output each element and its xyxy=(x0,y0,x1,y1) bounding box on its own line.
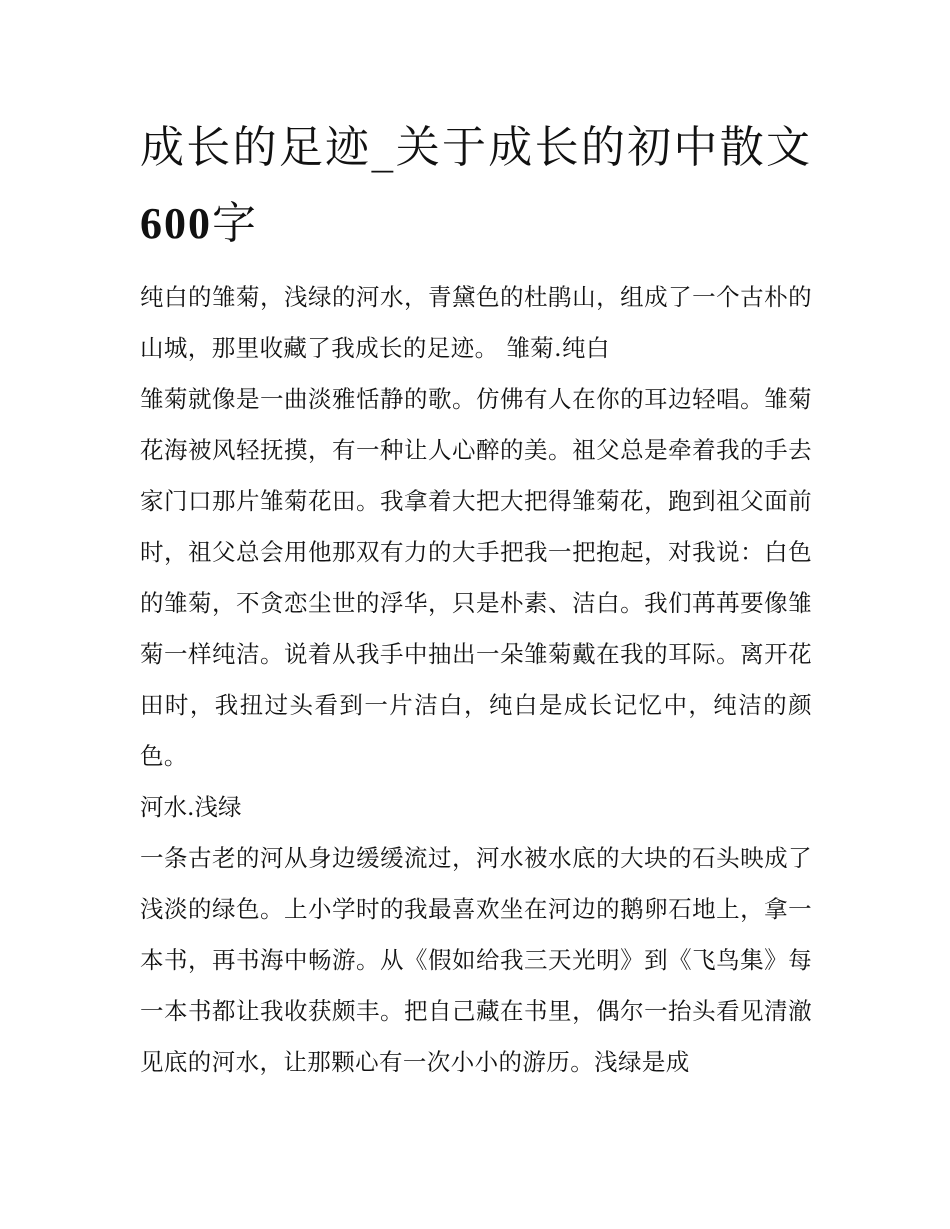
river-heading: 河水.浅绿 xyxy=(140,793,242,821)
daisy-paragraph: 雏菊就像是一曲淡雅恬静的歌。仿佛有人在你的耳边轻唱。雏菊花海被风轻抚摸，有一种让人心醉的美。祖父总是牵着我的手去家门口那片雏菊花田。我拿着大把大把得雏菊花，跑到祖父面前时，祖父总会用他那双有力的大手把我一把抱起，对我说：白色的雏菊，不贪恋尘世的浮华，只是朴素、洁白。我们苒苒要像雏菊一样纯洁。说着从我手中抽出一朵雏菊戴在我的耳际。离开花田时，我扭过头看到一片洁白，纯白是成长记忆中，纯洁的颜色。 xyxy=(140,385,812,770)
document-title xyxy=(140,110,812,262)
title-number: 600 xyxy=(140,199,212,248)
title-text: 成长的足迹_关于成长的初中散文 xyxy=(140,122,812,173)
river-paragraph: 一条古老的河从身边缓缓流过，河水被水底的大块的石头映成了浅淡的绿色。上小学时的我最喜欢坐在河边的鹅卵石地上，拿一本书，再书海中畅游。从《假如给我三天光明》到《飞鸟集》每一本书都让我收获颇丰。把自己藏在书里，偶尔一抬头看见清澈见底的河水，让那颗心有一次小小的游历。浅绿是成 xyxy=(140,844,812,1076)
intro-paragraph: 纯白的雏菊，浅绿的河水，青黛色的杜鹃山，组成了一个古朴的山城，那里收藏了我成长的足迹。 雏菊.纯白 xyxy=(140,283,812,362)
document-page xyxy=(140,110,812,1088)
title-suffix: 字 xyxy=(212,198,258,249)
document-body xyxy=(140,272,812,1088)
